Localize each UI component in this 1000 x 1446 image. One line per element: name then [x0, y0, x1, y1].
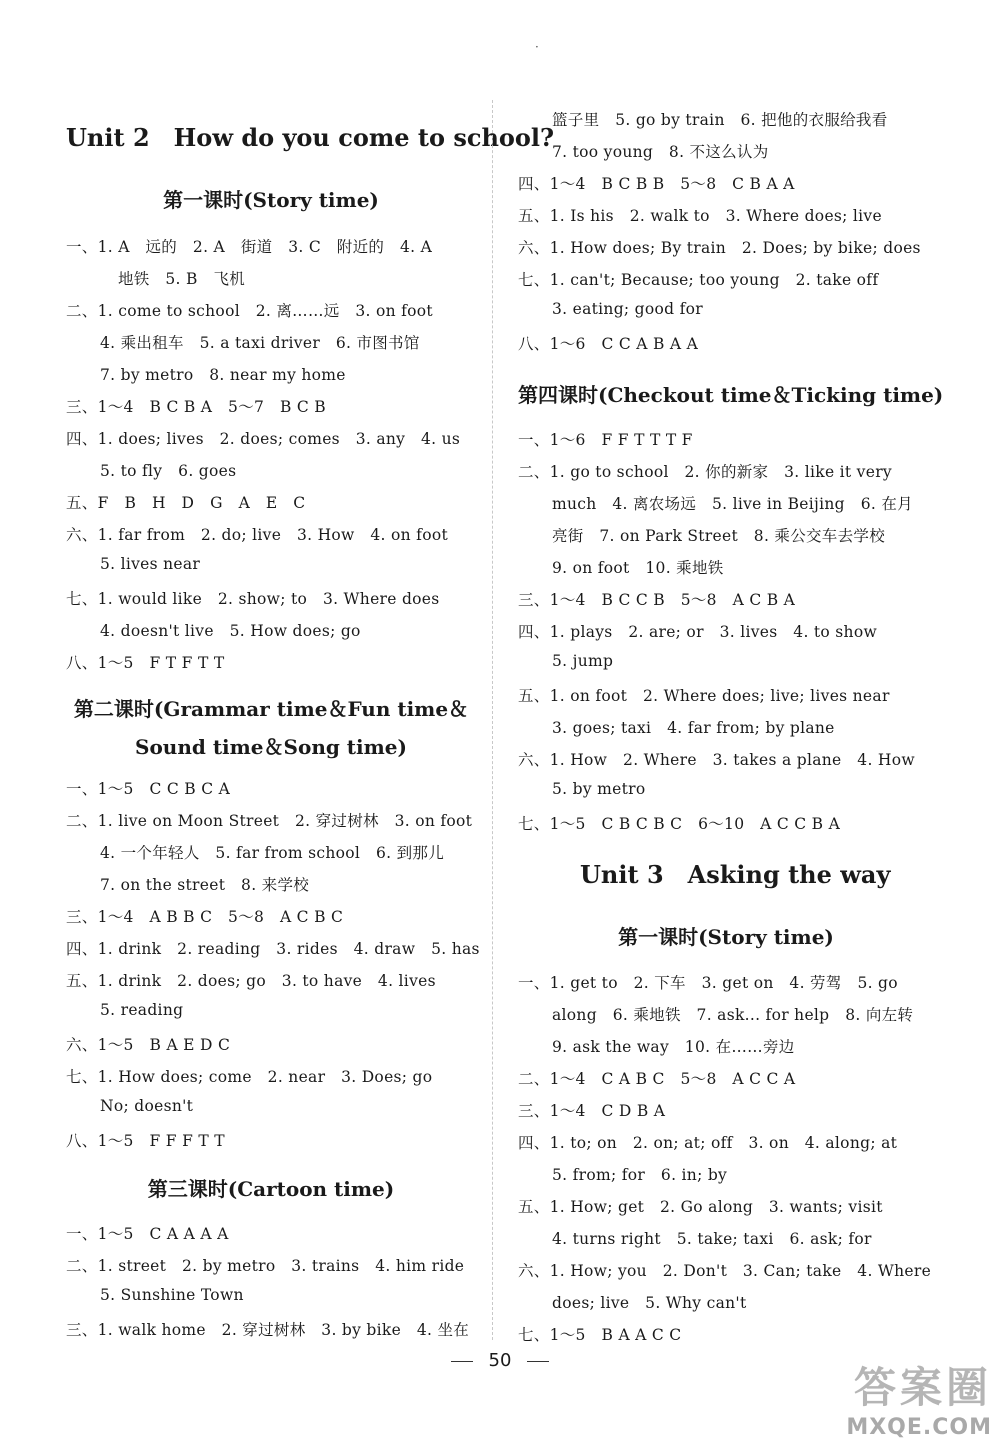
answer-line: 四、1. does; lives 2. does; comes 3. any 4. us [66, 430, 461, 448]
answer-line: 5. jump [552, 652, 614, 670]
lesson-heading: 第二课时(Grammar time＆Fun time＆ [73, 697, 469, 721]
answer-line: 三、1～4 C D B A [518, 1102, 666, 1120]
answer-line: 二、1. street 2. by metro 3. trains 4. him ride [66, 1257, 465, 1275]
answer-line: 三、1. walk home 2. 穿过树林 3. by bike 4. 坐在 [66, 1321, 470, 1339]
answer-line: 一、1. A 远的 2. A 街道 3. C 附近的 4. A [66, 238, 433, 256]
answer-line: 4. doesn't live 5. How does; go [100, 622, 361, 640]
watermark-logo: 答案圈 [853, 1363, 992, 1412]
answer-line: 一、1～5 C A A A A [66, 1225, 229, 1243]
answer-line: 5. Sunshine Town [100, 1286, 244, 1304]
answer-line: 八、1～5 F F F T T [66, 1132, 225, 1150]
answer-line: 五、1. How; get 2. Go along 3. wants; visit [518, 1198, 883, 1216]
page-number: 50 [488, 1350, 512, 1371]
answer-line: 一、1～6 F F T T T F [518, 431, 693, 449]
lesson-heading: Sound time＆Song time) [135, 735, 407, 759]
answer-line: 七、1. can't; Because; too young 2. take off [518, 271, 879, 289]
answer-line: 亮街 7. on Park Street 8. 乘公交车去学校 [552, 527, 886, 545]
answer-line: along 6. 乘地铁 7. ask... for help 8. 向左转 [552, 1006, 914, 1024]
answer-line: 7. too young 8. 不这么认为 [552, 143, 769, 161]
answer-line: 四、1～4 B C B B 5～8 C B A A [518, 175, 795, 193]
answer-line: 3. goes; taxi 4. far from; by plane [552, 719, 835, 737]
answer-line: No; doesn't [100, 1097, 194, 1115]
answer-line: 三、1～4 A B B C 5～8 A C B C [66, 908, 344, 926]
unit-title: Unit 2 How do you come to school? [66, 123, 555, 152]
answer-line: 5. by metro [552, 780, 646, 798]
answer-line: 二、1. go to school 2. 你的新家 3. like it very [518, 463, 892, 481]
answer-line: does; live 5. Why can't [552, 1294, 747, 1312]
lesson-heading: 第四课时(Checkout time＆Ticking time) [518, 383, 944, 407]
answer-line: 9. on foot 10. 乘地铁 [552, 559, 724, 577]
answer-line: 四、1. to; on 2. on; at; off 3. on 4. along; at [518, 1134, 898, 1152]
answer-line: 一、1～5 C C B C A [66, 780, 231, 798]
stray-mark: · [535, 40, 539, 54]
answer-line: 七、1～5 B A A C C [518, 1326, 682, 1344]
answer-line: 3. eating; good for [552, 300, 703, 318]
answer-line: 六、1～5 B A E D C [66, 1036, 231, 1054]
answer-line: 六、1. How 2. Where 3. takes a plane 4. How [518, 751, 915, 769]
answer-line: 5. to fly 6. goes [100, 462, 237, 480]
lesson-heading: 第一课时(Story time) [163, 188, 379, 212]
column-divider [492, 100, 493, 1340]
answer-line: much 4. 离农场远 5. live in Beijing 6. 在月 [552, 495, 913, 513]
answer-line: 五、1. drink 2. does; go 3. to have 4. lives [66, 972, 436, 990]
answer-line: 七、1. How does; come 2. near 3. Does; go [66, 1068, 433, 1086]
answer-line: 六、1. How; you 2. Don't 3. Can; take 4. Where [518, 1262, 932, 1280]
answer-line: 六、1. How does; By train 2. Does; by bike; does [518, 239, 921, 257]
answer-line: 七、1. would like 2. show; to 3. Where does [66, 590, 440, 608]
answer-line: 八、1～5 F T F T T [66, 654, 225, 672]
answer-line: 三、1～4 B C B A 5～7 B C B [66, 398, 326, 416]
answer-line: 一、1. get to 2. 下车 3. get on 4. 劳驾 5. go [518, 974, 898, 992]
answer-line: 7. by metro 8. near my home [100, 366, 346, 384]
answer-line: 二、1～4 C A B C 5～8 A C C A [518, 1070, 796, 1088]
answer-line: 五、1. Is his 2. walk to 3. Where does; live [518, 207, 882, 225]
answer-line: 七、1～5 C B C B C 6～10 A C C B A [518, 815, 841, 833]
watermark-site: MXQE.COM [846, 1415, 992, 1440]
answer-line: 4. turns right 5. take; taxi 6. ask; for [552, 1230, 872, 1248]
answer-line: 地铁 5. B 飞机 [118, 270, 246, 288]
answer-line: 五、1. on foot 2. Where does; live; lives near [518, 687, 890, 705]
answer-line: 4. 一个年轻人 5. far from school 6. 到那儿 [100, 844, 445, 862]
watermark [846, 1355, 992, 1440]
answer-line: 篮子里 5. go by train 6. 把他的衣服给我看 [552, 111, 888, 129]
answer-line: 四、1. drink 2. reading 3. rides 4. draw 5. has [66, 940, 480, 958]
answer-line: 4. 乘出租车 5. a taxi driver 6. 市图书馆 [100, 334, 420, 352]
lesson-heading: 第三课时(Cartoon time) [147, 1177, 395, 1201]
answer-line: 二、1. live on Moon Street 2. 穿过树林 3. on foot [66, 812, 473, 830]
answer-line: 5. lives near [100, 555, 201, 573]
unit-title: Unit 3 Asking the way [580, 860, 891, 889]
answer-line: 二、1. come to school 2. 离……远 3. on foot [66, 302, 433, 320]
answer-line: 六、1. far from 2. do; live 3. How 4. on foot [66, 526, 448, 544]
answer-line: 5. from; for 6. in; by [552, 1166, 728, 1184]
answer-line: 五、F B H D G A E C [66, 494, 306, 512]
answer-line: 三、1～4 B C C B 5～8 A C B A [518, 591, 796, 609]
answer-line: 9. ask the way 10. 在……旁边 [552, 1038, 795, 1056]
answer-line: 5. reading [100, 1001, 184, 1019]
answer-line: 八、1～6 C C A B A A [518, 335, 699, 353]
lesson-heading: 第一课时(Story time) [618, 925, 834, 949]
answer-line: 7. on the street 8. 来学校 [100, 876, 310, 894]
answer-line: 四、1. plays 2. are; or 3. lives 4. to show [518, 623, 878, 641]
